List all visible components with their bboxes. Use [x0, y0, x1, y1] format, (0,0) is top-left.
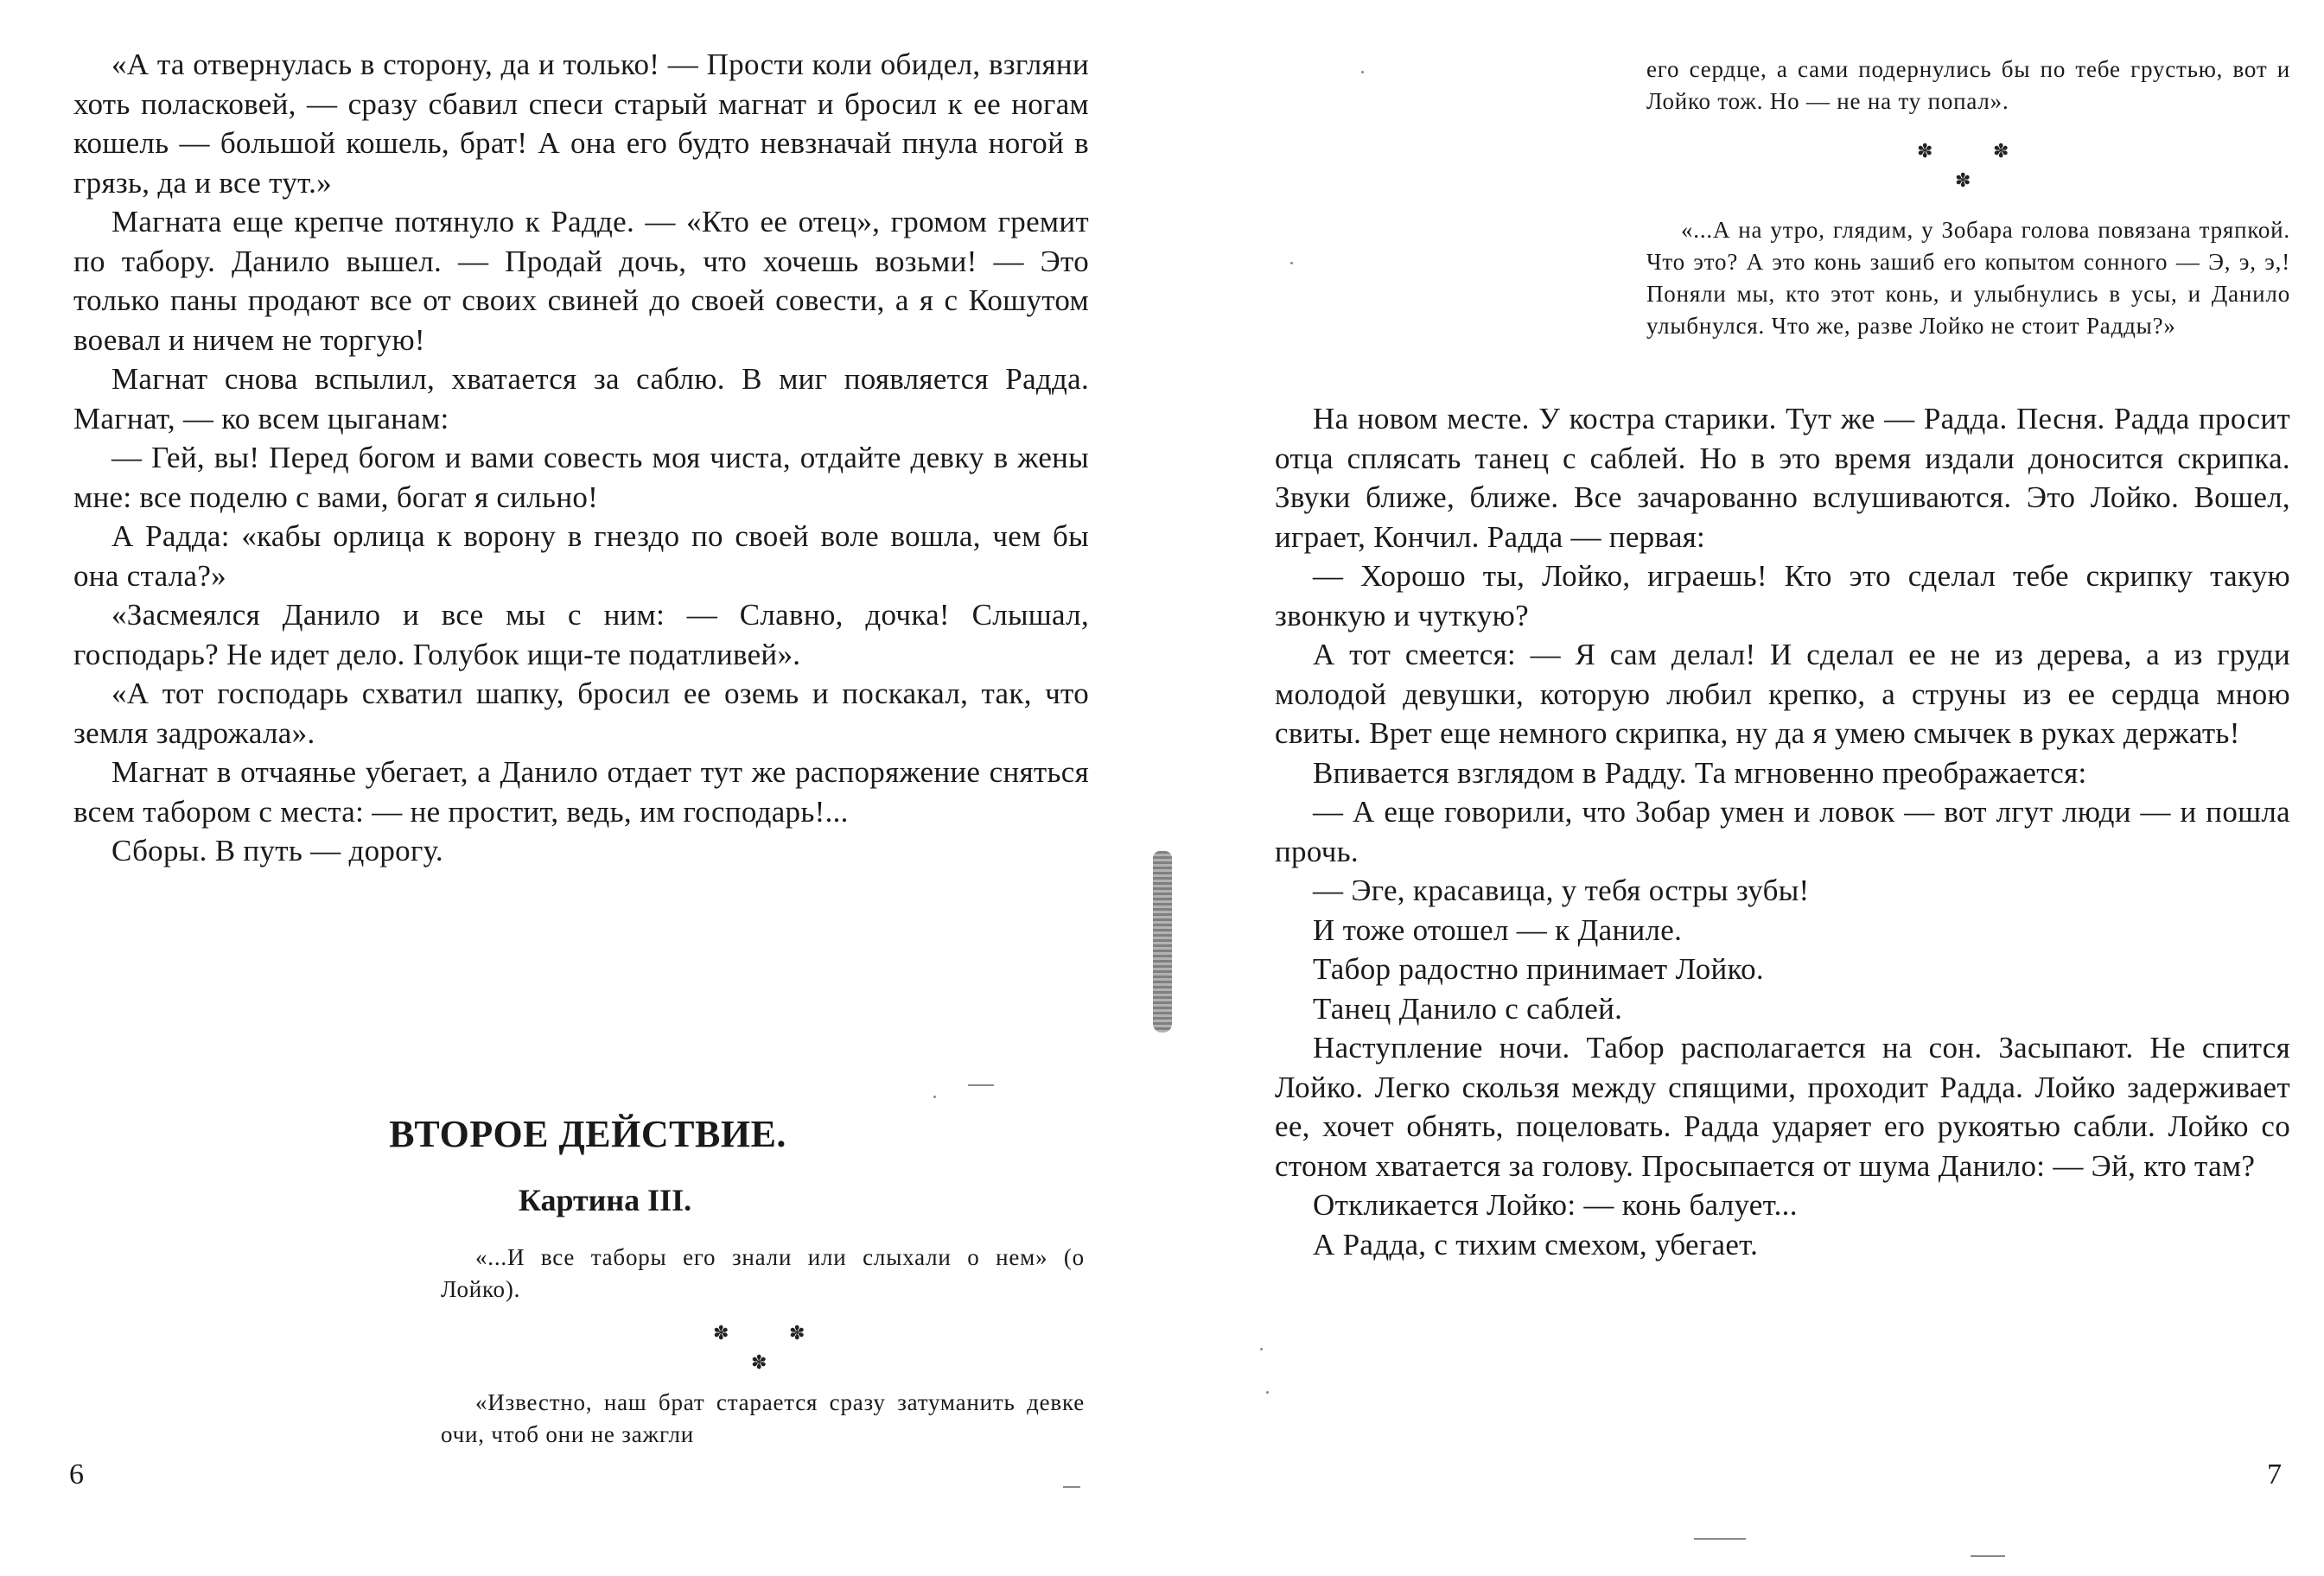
- paragraph: «Засмеялся Данило и все мы с ним: — Славно, дочка! Слышал, господарь? Не идет дело. Голубок ищи-те податливей».: [73, 598, 1089, 671]
- binding-staple: [1153, 851, 1172, 1033]
- paragraph: А тот смеется: — Я сам делал! И сделал ее не из дерева, а из груди молодой девушки, которую любил крепко, а струны из ее сердца мною свиты. Врет еще немного скрипка, ну да я умею смычек в руках держать!: [1275, 638, 2290, 750]
- right-page-body: [1275, 399, 2290, 1264]
- paragraph: Откликается Лойко: — конь балует...: [1313, 1188, 1798, 1222]
- paragraph: Магнат снова вспылил, хватается за саблю. В миг появляется Радда. Магнат, — ко всем цыганам:: [73, 362, 1089, 435]
- act-title: ВТОРОЕ ДЕЙСТВИЕ.: [389, 1113, 786, 1155]
- asterism-separator: [1917, 140, 2021, 200]
- paragraph: А Радда: «кабы орлица к ворону в гнездо по своей воле вошла, чем бы она стала?»: [73, 519, 1089, 593]
- asterisk-icon: ✽: [713, 1322, 729, 1344]
- paragraph: На новом месте. У костра старики. Тут же — Радда. Песня. Радда просит отца сплясать танец с саблей. Но в это время издали доносится скрипка. Звуки ближе, ближе. Все зачарованно вслушиваются. Это Лойко. Вошел, играет, Кончил. Радда — первая:: [1275, 402, 2290, 554]
- paragraph: Наступление ночи. Табор располагается на сон. Засыпают. Не спится Лойко. Легко скользя между спящими, проходит Радда. Лойко задерживает ее, хочет обнять, поцеловать. Радда ударяет его рукоятью сабли. Лойко со стоном хватается за голову. Просыпается от шума Данило: — Эй, кто там?: [1275, 1031, 2290, 1183]
- paragraph: Впивается взглядом в Радду. Та мгновенно преображается:: [1313, 755, 2087, 790]
- paragraph: «А тот господарь схватил шапку, бросил ее оземь и поскакал, так, что земля задрожала».: [73, 677, 1089, 750]
- epigraph-text: его сердце, а сами подернулись бы по тебе грустью, вот и Лойко тож. Но — не на ту попал».: [1646, 56, 2290, 114]
- asterisk-icon: ✽: [789, 1322, 805, 1344]
- paragraph: «А та отвернулась в сторону, да и только! — Прости коли обидел, взгляни хоть поласковей, — сразу сбавил спеси старый магнат и бросил к ее ногам кошель — большой кошель, брат! А она его будто невзначай пнула ногой в грязь, да и все тут.»: [73, 48, 1089, 200]
- paragraph: — Эге, красавица, у тебя остры зубы!: [1313, 874, 1810, 907]
- epigraph-text: «Известно, наш брат старается сразу затуманить девке очи, чтоб они не зажгли: [441, 1389, 1085, 1447]
- asterisk-icon: ✽: [751, 1351, 767, 1373]
- epigraph-continuation: [1646, 54, 2290, 118]
- asterisk-icon: ✽: [1955, 169, 1971, 191]
- paragraph: А Радда, с тихим смехом, убегает.: [1313, 1227, 1759, 1261]
- epigraph-text: «...А на утро, глядим, у Зобара голова повязана тряпкой. Что это? А это конь зашиб его копытом сонного — Э, э, э,! Поняли мы, кто этот конь, и улыбнулись в усы, и Данило улыбнулся. Что же, разве Лойко не стоит Радды?»: [1646, 217, 2290, 339]
- paragraph: — Хорошо ты, Лойко, играешь! Кто это сделал тебе скрипку такую звонкую и чуткую?: [1275, 559, 2290, 632]
- paragraph: — А еще говорили, что Зобар умен и ловок — вот лгут люди — и пошла прочь.: [1275, 795, 2290, 868]
- epigraph: [1646, 214, 2290, 342]
- scene-title: Картина III.: [518, 1183, 692, 1217]
- page-number: 7: [2267, 1458, 2282, 1490]
- paragraph: Магната еще крепче потянуло к Радде. — «Кто ее отец», громом гремит по табору. Данило вышел. — Продай дочь, что хочешь возьми! — Это только паны продают все от своих свиней до своей совести, а я с Кошутом воевал и ничем не торгую!: [73, 205, 1089, 357]
- left-page-body: [73, 45, 1089, 871]
- page-number: 6: [69, 1458, 84, 1490]
- asterisk-icon: ✽: [1993, 140, 2009, 162]
- paragraph: Танец Данило с саблей.: [1313, 991, 1623, 1026]
- paragraph: — Гей, вы! Перед богом и вами совесть моя чиста, отдайте девку в жены мне: все поделю с вами, богат я сильно!: [73, 441, 1089, 514]
- paragraph: Магнат в отчаянье убегает, а Данило отдает тут же распоряжение сняться всем табором с места: — не простит, ведь, им господарь!...: [73, 755, 1089, 829]
- asterism-separator: [713, 1322, 817, 1382]
- epigraph: [441, 1387, 1085, 1451]
- paragraph: Сборы. В путь — дорогу.: [111, 834, 443, 867]
- paragraph: И тоже отошел — к Даниле.: [1313, 912, 1683, 947]
- epigraph-text: «...И все таборы его знали или слыхали о нем» (о Лойко).: [441, 1244, 1085, 1302]
- epigraph: [441, 1242, 1085, 1306]
- asterisk-icon: ✽: [1917, 140, 1933, 162]
- left-page: [0, 0, 1124, 1576]
- paragraph: Табор радостно принимает Лойко.: [1313, 952, 1764, 986]
